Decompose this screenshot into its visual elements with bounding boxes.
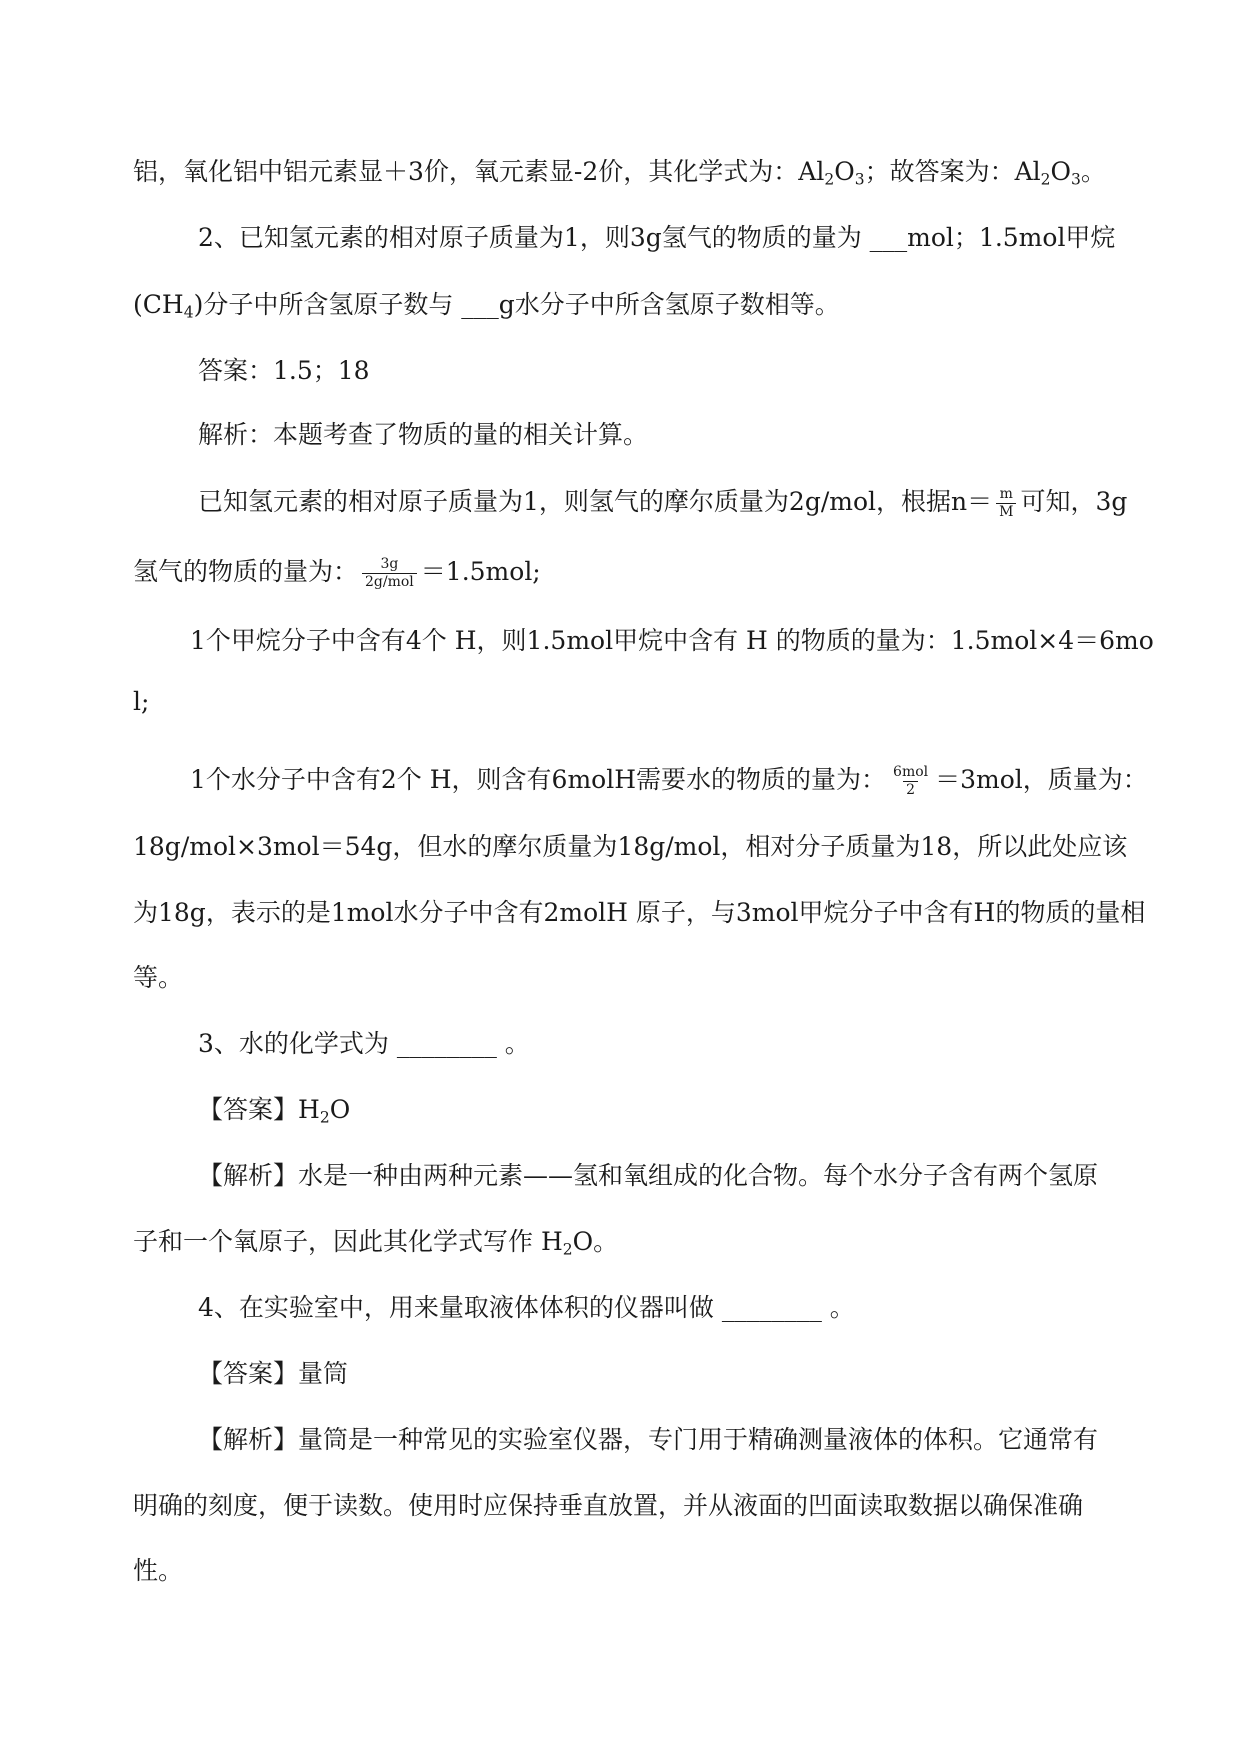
text-line: 等。 bbox=[133, 963, 184, 992]
text-line: 子和一个氧原子，因此其化学式写作 $H_2O$。 bbox=[133, 1227, 619, 1259]
question-4: 4、在实验室中，用来量取液体体积的仪器叫做 ________ 。 bbox=[198, 1293, 855, 1322]
text-line: 1个水分子中含有2个 H，则含有6molH需要水的物质的量为： $\frac{\text{6mol}}{2}$ ＝3mol，质量为： bbox=[190, 763, 1148, 798]
text-line: 铝，氧化铝中铝元素显＋3价，氧元素显-2价，其化学式为：$Al_2O_3$；故答案为：$Al_2O_3$。 bbox=[133, 157, 1106, 189]
analysis-2: 解析：本题考查了物质的量的相关计算。 bbox=[198, 420, 649, 449]
text-line: $(CH_4)$分子中所含氢原子数与 ___g水分子中所含氢原子数相等。 bbox=[133, 290, 840, 322]
question-3: 3、水的化学式为 ________ 。 bbox=[198, 1029, 530, 1058]
text-line: l; bbox=[133, 687, 150, 716]
text-line: 18g/mol×3mol＝54g，但水的摩尔质量为18g/mol，相对分子质量为18，所以此处应该 bbox=[133, 832, 1128, 861]
fraction: $\frac{m}{M}$ bbox=[996, 486, 1016, 522]
text-line: 为18g，表示的是1mol水分子中含有2molH 原子，与3mol甲烷分子中含有H的物质的量相 bbox=[133, 898, 1146, 927]
question-2: 2、已知氢元素的相对原子质量为1，则3g氢气的物质的量为 ___mol；1.5mol甲烷 bbox=[198, 223, 1116, 252]
answer-2: 答案：1.5；18 bbox=[198, 356, 370, 385]
text-line: 氢气的物质的量为： $\frac{3g}{\text{2g/mol}}$ ＝1.5mol; bbox=[133, 555, 541, 590]
analysis-3: 【解析】水是一种由两种元素——氢和氧组成的化合物。每个水分子含有两个氢原 bbox=[198, 1161, 1099, 1190]
analysis-4: 【解析】量筒是一种常见的实验室仪器，专门用于精确测量液体的体积。它通常有 bbox=[198, 1425, 1099, 1454]
text-line: 1个甲烷分子中含有4个 H，则1.5mol甲烷中含有 H 的物质的量为：1.5mol×4＝6mo bbox=[190, 626, 1154, 655]
answer-4: 【答案】量筒 bbox=[198, 1359, 349, 1388]
text-line: 性。 bbox=[133, 1556, 184, 1585]
answer-3: 【答案】$H_2O$ bbox=[198, 1095, 351, 1127]
text-line: 已知氢元素的相对原子质量为1，则氢气的摩尔质量为2g/mol，根据n＝ $\frac{m}{M}$ 可知，3g bbox=[198, 485, 1128, 520]
fraction: $\frac{\text{6mol}}{2}$ bbox=[893, 763, 929, 798]
text-line: 明确的刻度，便于读数。使用时应保持垂直放置，并从液面的凹面读取数据以确保准确 bbox=[133, 1491, 1084, 1520]
fraction: $\frac{3g}{\text{2g/mol}}$ bbox=[362, 556, 417, 592]
